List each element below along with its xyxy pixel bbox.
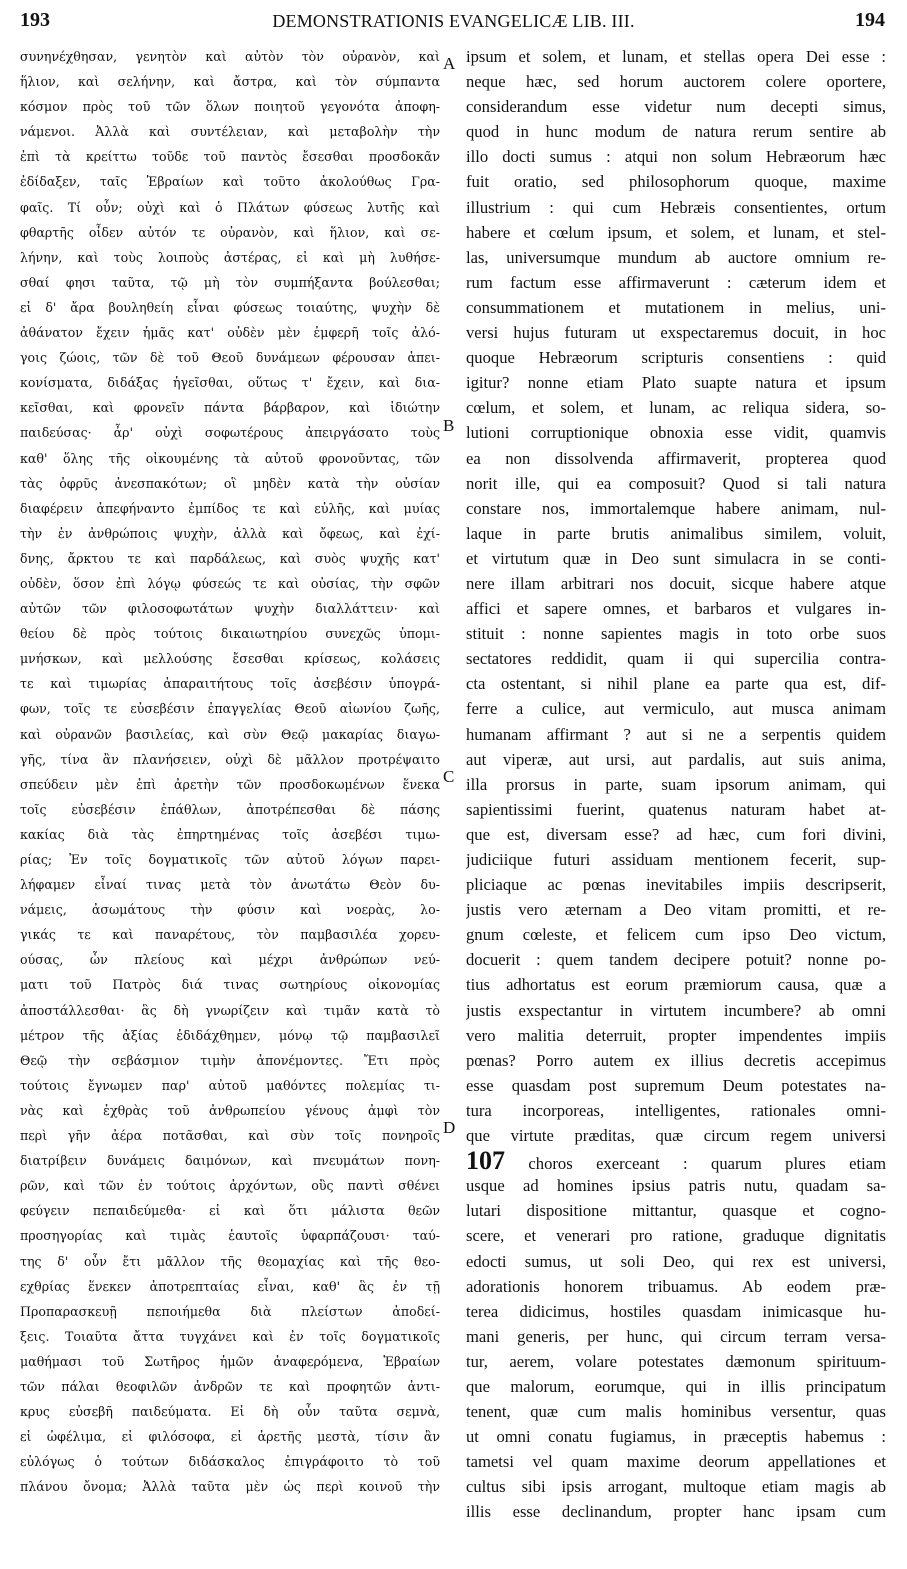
latin-text-line: illis esse declinandum, propter hanc ipsam cum <box>466 1502 886 1522</box>
greek-text-line: ρίας; Ἐν τοῖς δογματικοῖς τῶν αὐτοῦ λόγων παρει- <box>20 852 440 867</box>
latin-text-line: tur, aerem, volare potestates dæmonum spirituum- <box>466 1351 886 1371</box>
greek-text-line: περὶ γῆν ἀέρα ποτᾶσθαι, καὶ σὺν τοῖς πονηροῖς <box>20 1128 440 1144</box>
latin-text-line: lutari dispositione mittantur, quasque et cogno- <box>466 1201 886 1221</box>
greek-text-line: συνηνέχθησαν, γενητὸν καὶ αὐτὸν τὸν οὐρανὸν, καὶ <box>20 49 440 64</box>
greek-text-line: εἰ δ' ἄρα βουληθείη εἶναι φύσεως τοιαύτης, ψυχὴν δὲ <box>20 299 440 315</box>
greek-text-line: σπεύδειν μὲν ἐπὶ ἀρετὴν τῶν προσδοκωμένων ἕνεκα <box>20 776 440 792</box>
greek-text-line: μέτρον τῆς ἀξίας ἐδιδάχθημεν, μόνῳ τῷ παμβασιλεῖ <box>20 1027 440 1043</box>
latin-text-line: edocti sumus, ut soli Deo, qui rex est universi, <box>466 1251 886 1271</box>
latin-text-line: humanam affirmant ? aut si ne a serpentis quidem <box>466 724 886 744</box>
latin-text-line: docuerit : quem tandem decipere potuit? nonne po- <box>466 950 886 970</box>
latin-text-line: illo docti sumus : atqui non solum Hebræorum hæc <box>466 147 886 167</box>
greek-text-line: τούτοις ἔγνωμεν παρ' αὐτοῦ μαθόντες πολεμίας τι- <box>20 1077 440 1093</box>
latin-text-line: scere, et venerari pro ratione, graduque dignitatis <box>466 1226 886 1246</box>
running-title: DEMONSTRATIONIS EVANGELICÆ LIB. III. <box>272 11 635 31</box>
latin-text-line: tius adhortatus est eorum præmiorum causa, quæ a <box>466 975 886 995</box>
greek-text-line: λήνην, καὶ τοὺς λοιποὺς ἀστέρας, εἰ καὶ μὴ λυθήσε- <box>20 249 440 265</box>
greek-text-line: μνήσκων, καὶ μελλούσης ἔσεσθαι κρίσεως, κολάσεις <box>20 651 440 667</box>
greek-text-line: μαθήμασι τοῦ Σωτῆρος ἡμῶν ἀναφερόμενα, Ἑβραίων <box>20 1353 440 1369</box>
latin-text-line: tura incorporeas, intelligentes, rationales omni- <box>466 1100 886 1120</box>
greek-text-line: κεῖσθαι, καὶ φρονεῖν πάντα βάρβαρον, καὶ ἰδιώτην <box>20 400 440 416</box>
latin-text-line: justis vero æternam a Deo vitam promitti, et re- <box>466 900 886 920</box>
latin-text-line: esse quasdam post supremum Deum potestates na- <box>466 1075 886 1095</box>
latin-folio-line <box>466 1148 886 1173</box>
latin-text-line: neque hæc, sed horum auctorem colere oportere, <box>466 72 886 92</box>
greek-text-line: εὐλόγως ὁ τούτων διδάσκαλος ἐπιγράφοιτο τὸ τοῦ <box>20 1454 440 1470</box>
latin-text-line: sapientissimi fuerint, quatenus naturam habet at- <box>466 799 886 819</box>
latin-text-line: aut viperæ, aut ursi, aut pardalis, aut suis anima, <box>466 749 886 769</box>
greek-text-line: νάμενοι. Ἀλλὰ καὶ συντέλειαν, καὶ μεταβολὴν τὴν <box>20 124 440 140</box>
greek-text-line: ματι τοῦ Πατρὸς διά τινας σωτηρίους οἰκονομίας <box>20 977 440 993</box>
greek-text-line: φαῖς. Τί οὖν; οὐχὶ καὶ ὁ Πλάτων φύσεως λυτῆς καὶ <box>20 199 440 215</box>
latin-text-line: terea didicimus, hostiles quasdam inimicasque hu- <box>466 1301 886 1321</box>
greek-text-line: εχθρίας ἕνεκεν ἀποτρεπταίας εἶναι, καθ' ἃς ἐν τῇ <box>20 1278 440 1294</box>
latin-text-line: adorationis honorem tribuamus. Ab eodem præ- <box>466 1276 886 1296</box>
greek-text-line: τοῖς εὐσεβέσιν ἐπάθλων, ἀποτρέπεσθαι δὲ πάσης <box>20 801 440 817</box>
latin-text-line: nere illam arbitrari nos docuit, sicque habere atque <box>466 573 886 593</box>
margin-letter-a: A <box>443 54 456 73</box>
greek-text-line: ούσας, ὧν πλείους καὶ μέχρι ἀνθρώπων νεύ- <box>20 952 440 968</box>
greek-text-line: γοις ζώοις, τῶν δὲ τοῦ Θεοῦ δυνάμεων φέρουσαν ἀπει- <box>20 350 440 366</box>
latin-text-line: fuit oratio, sed philosophorum quoque, maxime <box>466 172 886 192</box>
greek-text-line: καὶ οὐρανῶν βασιλείας, καὶ σὺν Θεῷ μακαρίας διαγω- <box>20 726 440 742</box>
greek-text-line: λήφαμεν εἶναί τινας μετὰ τὸν ἀνωτάτω Θεὸν δυ- <box>20 877 440 893</box>
latin-text-line: illa prorsus in parte, suam ipsorum animam, qui <box>466 774 886 794</box>
folio-marker: 107 <box>466 1148 505 1174</box>
greek-text-line: προσηγορίας καὶ τιμὰς ἑαυτοῖς ὑφαρπάζουσι· ταύ- <box>20 1228 440 1244</box>
latin-text-line: lutioni corruptionique obnoxia esse vidit, quamvis <box>466 423 886 443</box>
greek-text-line: ρῶν, καὶ τῶν ἐν τούτοις ἀρχόντων, οὓς παντὶ σθένει <box>20 1178 440 1194</box>
latin-text-line: ea non dissolvenda affirmaverit, propterea quod <box>466 448 886 468</box>
latin-text-line: consummationem et mutationem in melius, uni- <box>466 297 886 317</box>
greek-text-line: τὰς ὀφρῦς ἀνεσπακότων; οἳ μηδὲν κατὰ τὴν οὐσίαν <box>20 475 440 491</box>
latin-text-line: quod in hunc modum de natura rerum sentire ab <box>466 122 886 142</box>
latin-text-line: cœlum, et solem, et lunam, ac reliqua sidera, so- <box>466 398 886 418</box>
latin-text-line: considerandum esse videtur num decepti simus, <box>466 97 886 117</box>
latin-text-line: pœnas? Porro autem ex illius decretis accepimus <box>466 1050 886 1070</box>
latin-text-line: que virtute præditas, quæ circum regem universi <box>466 1126 886 1146</box>
greek-text-line: γικάς τε καὶ παναρέτους, τὸν παμβασιλέα χορευ- <box>20 927 440 943</box>
latin-text-line: versi hujus futuram ut exspectaremus docuit, in hoc <box>466 323 886 343</box>
greek-text-line: διαφέρειν ἀπεφήναντο ἐμπίδος τε καὶ εὐλῆς, καὶ μυίας <box>20 500 440 516</box>
latin-text-line: que est, diversam esse? ad hæc, cum fori divini, <box>466 824 886 844</box>
greek-text-line: καθ' ὅλης τῆς οἰκουμένης τὰ αὐτοῦ φρονοῦντας, τῶν <box>20 450 440 466</box>
greek-text-line: πλάνου ὄνομα; Ἀλλὰ ταῦτα μὲν ὡς περὶ κοινοῦ τὴν <box>20 1479 440 1495</box>
latin-text-line: et virtutum quæ in Deo sunt simulacra in se conti- <box>466 548 886 568</box>
latin-text-line: ut omni conatu fugiamus, in præceptis habemus : <box>466 1427 886 1447</box>
greek-text-line: ἥλιον, καὶ σελήνην, καὶ ἄστρα, καὶ τὸν σύμπαντα <box>20 74 440 90</box>
greek-text-line: δνης, ἄρκτου τε καὶ παρδάλεως, καὶ συὸς ψυχῆς κατ' <box>20 550 440 566</box>
latin-text-line: constare nos, immortalemque habere animam, nul- <box>466 498 886 518</box>
latin-text-column <box>466 44 886 1559</box>
latin-text-line: sectatores reddidit, quam ii qui supercilia contra- <box>466 649 886 669</box>
latin-text-line: ipsum et solem, et lunam, et stellas opera Dei esse : <box>466 47 886 66</box>
latin-text-line: gnum cœleste, et felicem cum ipso Deo victum, <box>466 925 886 945</box>
greek-text-line: παιδεύσας· ἆρ' οὐχὶ σοφωτέρους ἀπειργάσατο τοὺς <box>20 425 440 441</box>
greek-text-line: γῆς, τίνα ἂν πλανήσειεν, οὐχὶ δὲ μᾶλλον προτρέψαιτο <box>20 751 440 767</box>
greek-text-line: τε καὶ τιμωρίας ἀπαραιτήτους τοῖς ἀσεβέσιν ὑπογρά- <box>20 676 440 692</box>
greek-text-line: αὐτῶν τῶν φιλοσοφωτάτων ψυχὴν διαλλάττειν· καὶ <box>20 601 440 617</box>
greek-text-line: σθαί φησι ταῦτα, τῷ μὴ τὸν συμπήξαντα βούλεσθαι; <box>20 274 440 290</box>
greek-text-line: της δ' οὖν ἔτι μᾶλλον τῆς θεομαχίας καὶ τῆς θεο- <box>20 1253 440 1269</box>
greek-text-line: Θεῷ τὴν σεβάσμιον τιμὴν ἀπονέμοντες. Ἔτι πρὸς <box>20 1052 440 1068</box>
greek-text-line: οὐδὲν, ὅσον ἐπὶ λόγῳ φύσεώς τε καὶ οὐσίας, τὴν σφῶν <box>20 575 440 591</box>
latin-text-line: usque ad homines ipsius patris nutu, quadam sa- <box>466 1176 886 1196</box>
greek-text-line: ἐπὶ τὰ κρείττω τοῦδε τοῦ παντὸς ἔσεσθαι προσδοκᾶν <box>20 149 440 165</box>
latin-text-line: quoque Hebræorum scripturis consentiens : quid <box>466 348 886 368</box>
greek-text-line: τῶν πάλαι θεοφιλῶν ἀνδρῶν τε καὶ προφητῶν ἀντι- <box>20 1378 440 1394</box>
greek-text-line: εἰ ὠφέλιμα, εἰ φιλόσοφα, εἰ ἀρετῆς μεστὰ, τίσιν ἂν <box>20 1429 440 1445</box>
greek-text-line: Προπαρασκευῇ πεποιήμεθα διὰ πλείστων ἀποδεί- <box>20 1303 440 1319</box>
running-header <box>0 0 907 30</box>
greek-text-line: νὰς καὶ ἐχθρὰς τοῦ ἀνθρωπείου γένους ἀμφὶ τὸν <box>20 1102 440 1118</box>
latin-text-line: pliciaque ac pœnas inevitabiles impiis descripserit, <box>466 875 886 895</box>
latin-text-line: habere et cœlum ipsum, et solem, et lunam, et stel- <box>466 222 886 242</box>
latin-text-line: laque in parte brutis animalibus similem, voluit, <box>466 523 886 543</box>
latin-text-line: norit ille, qui ea composuit? Quod si tali natura <box>466 473 886 493</box>
greek-text-line: ἀθάνατον ἔχειν ἡμᾶς κατ' οὐδὲν μὲν ἐμφερῆ τοῖς ἀλό- <box>20 325 440 341</box>
latin-text-line: las, universumque mundum ab auctore omnium re- <box>466 247 886 267</box>
latin-text-line: justis exspectantur in virtutem incumbere? ab omni <box>466 1000 886 1020</box>
greek-text-line: ἀποστάλλεσθαι· ἃς δὴ γνωρίζειν καὶ τιμᾶν κατὰ τὸ <box>20 1002 440 1018</box>
greek-text-line: τὴν ἐν ἀνθρώποις ψυχὴν, ἀλλὰ καὶ ὄφεως, καὶ ἐχί- <box>20 525 440 541</box>
margin-letter-b: B <box>443 416 455 435</box>
greek-text-line: διατρίβειν δυνάμεις δαιμόνων, καὶ πνευμάτων πονη- <box>20 1153 440 1169</box>
greek-text-line: θείου δὲ πρὸς τούτοις δικαιωτηρίου συνεχῶς ὑπομι- <box>20 626 440 642</box>
greek-text-line: κονίσματα, διδάξας ἡγεῖσθαι, οὕτως τ' ἔχειν, καὶ δια- <box>20 375 440 391</box>
greek-text-line: κόσμον πρὸς τοῦ τῶν ὅλων ποιητοῦ γεγονότα ἀποφη- <box>20 99 440 115</box>
greek-text-line: κακίας διὰ τὰς ἐπηρτημένας τοῖς ἀσεβέσι τιμω- <box>20 826 440 842</box>
latin-text-line: affici et sapere omnes, et barbaros et vulgares in- <box>466 599 886 619</box>
greek-text-line: ξεις. Τοιαῦτα ἄττα τυγχάνει καὶ ἐν τοῖς δογματικοῖς <box>20 1328 440 1344</box>
latin-text-line: que malorum, eorumque, qui in illis principatum <box>466 1376 886 1396</box>
latin-text-line: rum factum esse affirmaverunt : cæterum idem et <box>466 272 886 292</box>
latin-text-fragment: choros exerceant : quarum plures etiam <box>505 1154 886 1174</box>
latin-text-line: cta ostentant, si nihil plane ea parte qua est, dif- <box>466 674 886 694</box>
latin-text-line: illustrium : qui cum Hebræis consentientes, ortum <box>466 197 886 217</box>
latin-text-line: tametsi vel quam maxime deorum appellationes et <box>466 1452 886 1472</box>
latin-text-line: ferre a culice, aut vermiculo, aut musca animam <box>466 699 886 719</box>
greek-text-line: φων, τοῖς τε εὐσεβέσιν ἐπαγγελίας Θεοῦ αἰωνίου ζωῆς, <box>20 701 440 717</box>
page-number-left: 193 <box>20 9 50 31</box>
latin-text-line: cultus sibi ipsis arrogant, multoque etiam magis ab <box>466 1477 886 1497</box>
greek-text-line: ἐδίδαξεν, ταῖς Ἑβραίων καὶ τοῦτο ἀκολούθως Γρα- <box>20 174 440 190</box>
margin-letter-c: C <box>443 767 455 786</box>
greek-text-line: φθαρτῆς οἶδεν αὐτόν τε οὐρανὸν, καὶ ἥλιον, καὶ σε- <box>20 224 440 240</box>
latin-text-line: vero malitia deterruit, propter impendentes impiis <box>466 1025 886 1045</box>
margin-letter-d: D <box>443 1118 456 1137</box>
latin-text-line: igitur? nonne etiam Plato suapte natura et ipsum <box>466 373 886 393</box>
greek-text-line: φεύγειν πεπαιδεύμεθα· εἰ καὶ ὅτι μάλιστα θεῶν <box>20 1203 440 1219</box>
page-number-right: 194 <box>855 9 885 31</box>
greek-text-line: κρυς εὐσεβῆ παιδεύματα. Εἰ δὴ οὖν ταῦτα σεμνὰ, <box>20 1404 440 1420</box>
latin-text-line: mani generis, per hunc, qui circum terram versa- <box>466 1326 886 1346</box>
latin-text-line: tenent, quæ cum malis hominibus versentur, quas <box>466 1402 886 1422</box>
greek-text-line: νάμεις, ἀσωμάτους τὴν φύσιν καὶ νοερὰς, λο- <box>20 902 440 918</box>
latin-text-line: stituit : nonne sapientes magis in toto orbe suos <box>466 624 886 644</box>
latin-text-line: judiciique futuri assiduam mentionem fecerit, sup- <box>466 850 886 869</box>
greek-text-column <box>20 44 440 1559</box>
